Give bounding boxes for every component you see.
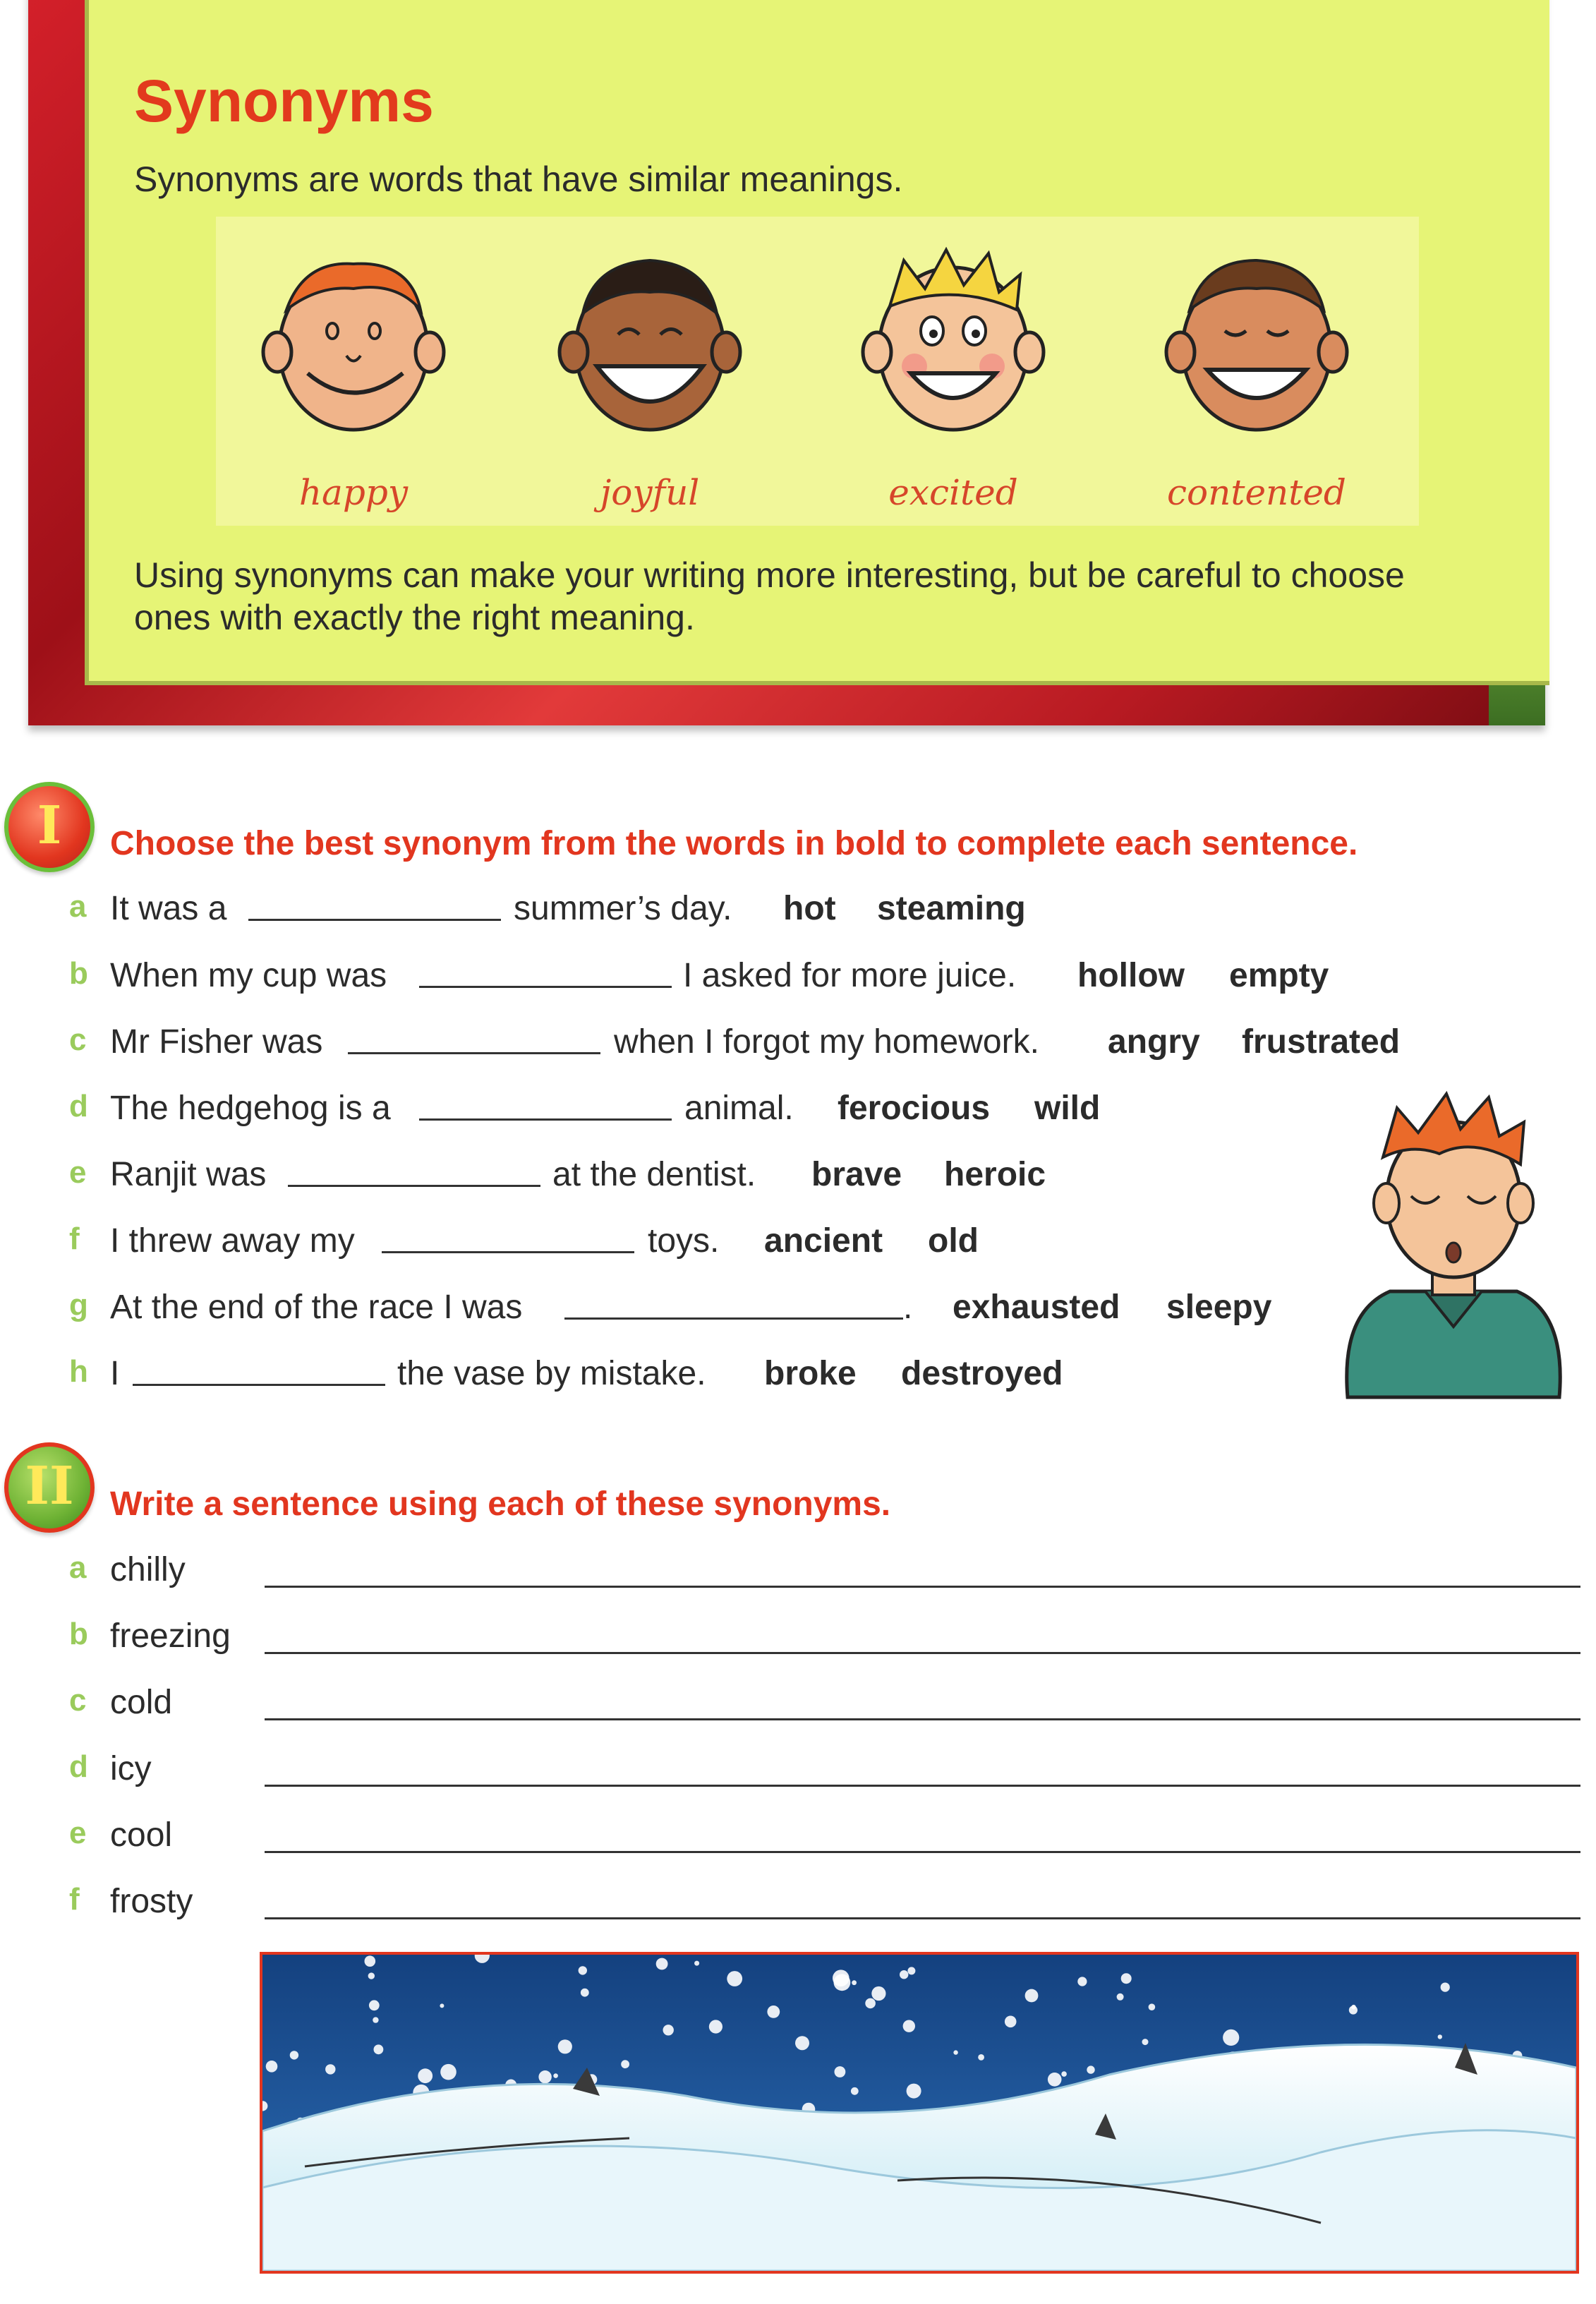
sentence-end: at the dentist.: [552, 1156, 756, 1193]
synonym-word: icy: [110, 1750, 152, 1787]
item-letter: a: [69, 1550, 87, 1585]
snowflake: [325, 2064, 335, 2074]
face-excited: [837, 232, 1070, 514]
option-word: frustrated: [1242, 1023, 1401, 1061]
item-letter: c: [69, 1683, 87, 1718]
snowflake: [1117, 1994, 1124, 2001]
snowflake: [871, 1986, 885, 2001]
snowflake: [694, 1961, 699, 1966]
section-2-badge: II: [4, 1442, 95, 1533]
excited-face-icon: [847, 232, 1059, 444]
snowflake: [835, 2066, 846, 2077]
snowflake: [266, 2061, 278, 2073]
synonym-word: cool: [110, 1816, 173, 1854]
snowflake: [663, 2025, 674, 2035]
snowflake: [1048, 2073, 1062, 2087]
snowflake: [418, 2068, 433, 2083]
option-word: empty: [1229, 957, 1329, 994]
snowflake: [579, 1966, 587, 1974]
snowflake: [1349, 2006, 1358, 2014]
writing-line[interactable]: [265, 1718, 1580, 1720]
writing-line[interactable]: [265, 1586, 1580, 1588]
definition-text: Synonyms are words that have similar meanings.: [134, 159, 903, 199]
face-label: joyful: [600, 472, 700, 513]
option-word: old: [928, 1222, 979, 1260]
snowflake: [374, 2044, 384, 2054]
snowflake: [368, 1972, 375, 1979]
sentence-start: The hedgehog is a: [110, 1090, 391, 1127]
snowflake: [1005, 2016, 1017, 2028]
tip-text: Using synonyms can make your writing more interesting, but be careful to choose ones with exactly the right meaning.: [134, 555, 1405, 637]
option-word: brave: [811, 1156, 902, 1193]
item-letter: e: [69, 1155, 87, 1190]
item-letter: c: [69, 1023, 87, 1057]
snowflake: [852, 1980, 857, 1985]
faces-panel: [216, 217, 1419, 526]
sentence-end: summer’s day.: [514, 890, 732, 927]
snowflake: [900, 1970, 908, 1979]
snowflake: [865, 1998, 876, 2009]
snowflake: [553, 2073, 558, 2078]
snowflake: [1061, 2071, 1067, 2077]
option-word: steaming: [877, 890, 1026, 927]
snowflake: [1121, 1973, 1132, 1984]
sentence-end: toys.: [648, 1222, 720, 1260]
snowflake: [369, 2000, 380, 2010]
snowflake: [727, 1971, 742, 1986]
item-letter: b: [69, 1617, 88, 1651]
happy-face-icon: [248, 232, 459, 444]
item-letter: b: [69, 956, 88, 991]
sentence-end: animal.: [684, 1090, 794, 1127]
synonym-word: frosty: [110, 1883, 193, 1920]
page-title: Synonyms: [134, 68, 434, 134]
snowflake: [851, 2087, 859, 2095]
item-letter: a: [69, 889, 87, 924]
snowflake: [1149, 2003, 1156, 2010]
snowflake: [1441, 1983, 1450, 1992]
snowflake: [767, 2006, 780, 2018]
option-word: angry: [1108, 1023, 1200, 1061]
sentence-end: I asked for more juice.: [683, 957, 1017, 994]
writing-line[interactable]: [265, 1785, 1580, 1787]
option-word: heroic: [944, 1156, 1046, 1193]
section-2-instruction: Write a sentence using each of these synonyms.: [110, 1485, 891, 1523]
snowflake: [907, 2084, 921, 2099]
snowflake: [656, 1958, 668, 1970]
snowflake: [1025, 1989, 1039, 2003]
snowflake: [538, 2070, 551, 2083]
snowflake: [1087, 2065, 1094, 2073]
option-word: ferocious: [838, 1090, 991, 1127]
face-label: contented: [1167, 472, 1346, 513]
item-letter: f: [69, 1222, 80, 1256]
snowflake: [709, 2020, 723, 2033]
option-word: broke: [764, 1355, 857, 1392]
sentence-end: .: [903, 1289, 913, 1326]
sentence-start: Mr Fisher was: [110, 1023, 323, 1061]
item-letter: d: [69, 1089, 88, 1123]
item-letter: g: [69, 1288, 88, 1322]
item-letter: e: [69, 1816, 87, 1850]
snowflake: [1223, 2029, 1239, 2046]
answer-blank[interactable]: [564, 1317, 903, 1320]
face-contented: [1140, 232, 1373, 514]
sentence-start: When my cup was: [110, 957, 387, 994]
snowflake: [907, 1967, 915, 1974]
synonym-word: freezing: [110, 1617, 231, 1655]
snowflake: [903, 2020, 915, 2032]
section-1-instruction: Choose the best synonym from the words in bold to complete each sentence.: [110, 825, 1358, 862]
face-happy: [237, 232, 470, 514]
option-word: destroyed: [901, 1355, 1063, 1392]
snowflake: [581, 1989, 589, 1997]
option-word: sleepy: [1166, 1289, 1272, 1326]
snow-scene: [262, 1955, 1576, 2271]
item-letter: h: [69, 1354, 88, 1389]
answer-blank[interactable]: [288, 1185, 540, 1187]
snowy-hills-illustration: [260, 1952, 1579, 2274]
answer-blank[interactable]: [348, 1052, 600, 1054]
answer-blank[interactable]: [133, 1384, 385, 1386]
face-label: happy: [298, 472, 409, 513]
snowflake: [440, 2064, 457, 2080]
snowflake: [365, 1955, 376, 1967]
item-letter: f: [69, 1882, 80, 1917]
snowflake: [795, 2036, 809, 2050]
snowflake: [1077, 1977, 1087, 1986]
sentence-start: At the end of the race I was: [110, 1289, 523, 1326]
option-word: ancient: [764, 1222, 883, 1260]
face-joyful: [533, 232, 766, 514]
snowflake: [440, 2003, 444, 2008]
option-word: exhausted: [953, 1289, 1120, 1326]
synonym-word: chilly: [110, 1551, 186, 1588]
snowflake: [833, 1970, 850, 1986]
snowflake: [978, 2054, 984, 2061]
answer-blank[interactable]: [248, 919, 501, 921]
answer-blank[interactable]: [382, 1251, 634, 1253]
item-letter: d: [69, 1749, 88, 1784]
option-word: hollow: [1077, 957, 1185, 994]
writing-line[interactable]: [265, 1917, 1580, 1919]
snowflake: [953, 2050, 957, 2054]
snowflake: [1142, 2039, 1149, 2045]
sentence-end: the vase by mistake.: [397, 1355, 706, 1392]
option-word: hot: [783, 890, 836, 927]
sentence-start: I: [110, 1355, 120, 1392]
sentence-start: Ranjit was: [110, 1156, 267, 1193]
option-word: wild: [1034, 1090, 1101, 1127]
snowflake: [621, 2060, 629, 2068]
sentence-start: It was a: [110, 890, 227, 927]
snowflake: [290, 2051, 298, 2059]
sentence-end: when I forgot my homework.: [614, 1023, 1039, 1061]
answer-blank[interactable]: [419, 1118, 672, 1121]
synonym-word: cold: [110, 1684, 173, 1721]
section-1-badge: I: [4, 782, 95, 872]
answer-blank[interactable]: [419, 986, 672, 988]
writing-line[interactable]: [265, 1851, 1580, 1853]
contented-face-icon: [1151, 232, 1362, 444]
snowflake: [1438, 2034, 1442, 2039]
sentence-start: I threw away my: [110, 1222, 355, 1260]
writing-line[interactable]: [265, 1652, 1580, 1654]
tired-boy-illustration: [1334, 1080, 1573, 1404]
snowflake: [558, 2039, 572, 2053]
face-label: excited: [888, 472, 1018, 513]
snowflake: [373, 2017, 378, 2022]
joyful-face-icon: [544, 232, 756, 444]
